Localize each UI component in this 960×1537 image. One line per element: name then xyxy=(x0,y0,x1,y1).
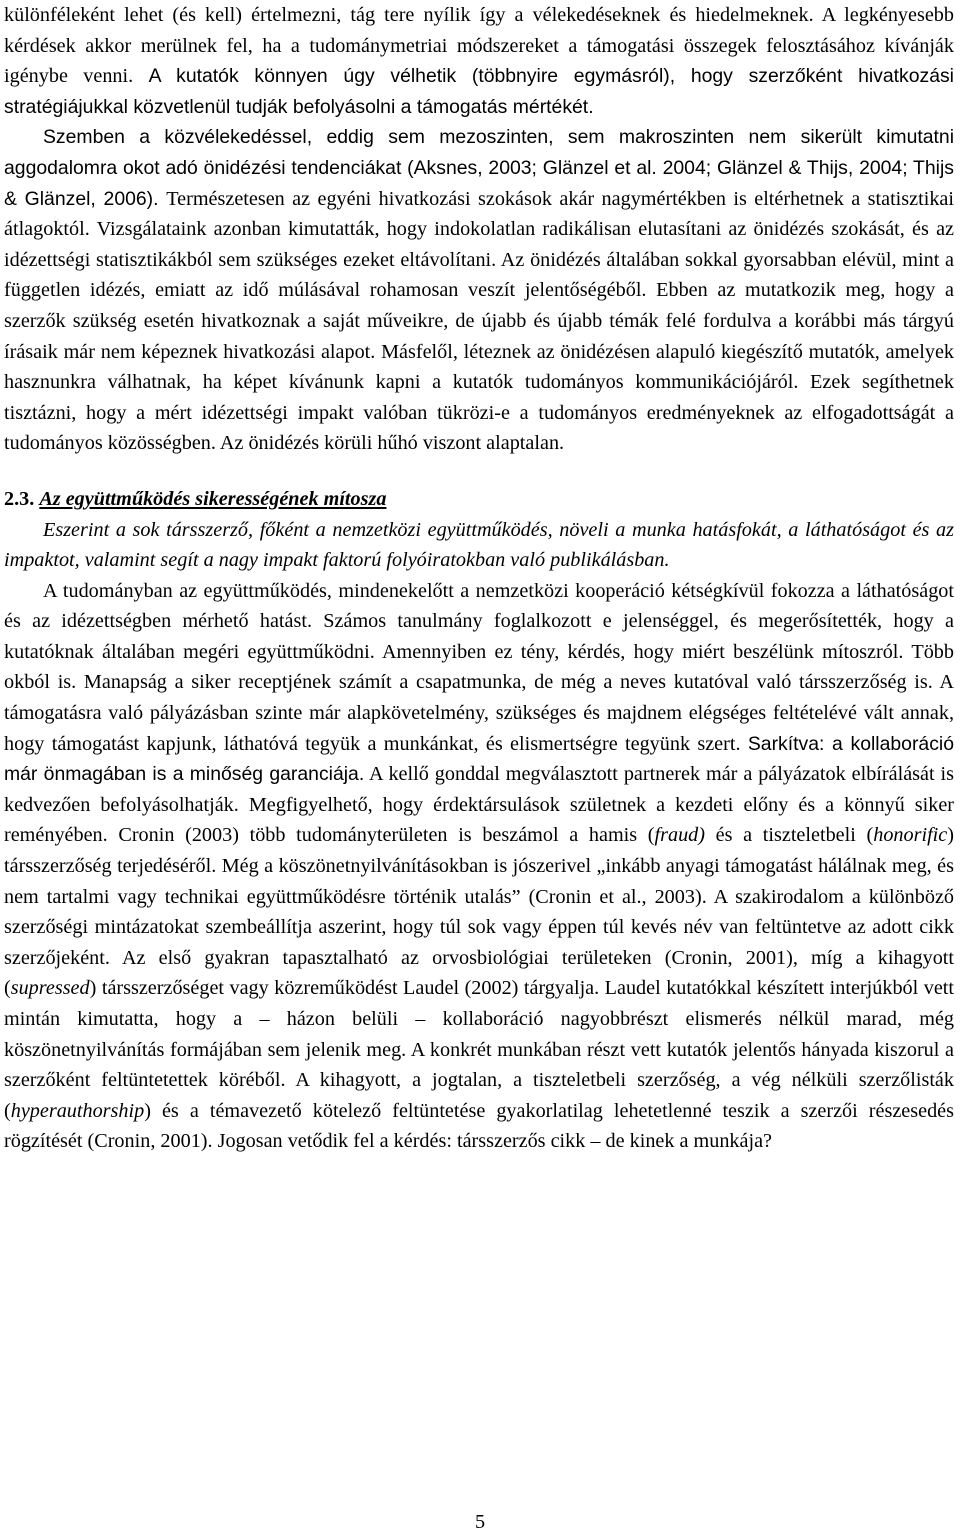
paragraph-text: ) társszerzőség terjedéséről. Még a köszönetnyilvánításokban is jószerivel „inkább anyagi támogatást hálálnak meg, és nem tartalmi vagy technikai együttműködésre történik utalás” (Cronin et al., 2003). A szakirodalom a különböző szerzőségi mintázatokat szembeállítja aszerint, hogy túl sok vagy éppen túl kevés név van feltüntetve az adott cikk szerzőjeként. Az első gyakran tapasztalható az orvosbiológiai területeken (Cronin, 2001), míg a kihagyott ( xyxy=(4,824,954,1000)
paragraph-self-citation-intro xyxy=(4,0,954,122)
paragraph-text-sans: A kutatók könnyen úgy vélhetik (többnyire egymásról), hogy szerzőként hivatkozási stratégiájukkal közvetlenül tudják befolyásolni a támogatás mértékét. xyxy=(4,65,954,118)
section-number: 2.3. xyxy=(4,487,35,510)
document-page xyxy=(4,0,954,1157)
paragraph-text-sans: Sarkítva: a kollaboráció már önmagában is a minőség garanciája. xyxy=(4,732,954,786)
term-honorific: honorific xyxy=(873,824,948,847)
paragraph-text: A kellő gonddal megválasztott partnerek már a pályázatok elbírálását is kedvezően befolyásolhatják. Megfigyelhető, hogy érdektársulások születnek a kezdeti előny és a könnyű siker reményében. Cronin (2003) több tudományterületen is beszámol a hamis ( xyxy=(4,763,954,847)
paragraph-text: és a tiszteletbeli ( xyxy=(704,824,874,847)
section-lead-statement: Eszerint a sok társszerző, főként a nemzetközi együttműködés, növeli a munka hatásfokát, a láthatóságot és az impaktot, valamint segít a nagy impakt faktorú folyóiratokban való publikálásban. xyxy=(4,518,954,572)
paragraph-text: Természetesen az egyéni hivatkozási szokások akár nagymértékben is eltérhetnek a statisztikai átlagoktól. Vizsgálataink azonban kimutatták, hogy indokolatlan radikálisan elutasítani az önidézés szokását, és az idézettségi statisztikákból sem szükséges ezeket eltávolítani. Az önidézés általában sokkal gyorsabban elévül, mint a független idézés, emiatt az idő múlásával rohamosan veszít jelentőségéből. Ebben az mutatkozik meg, hogy a szerzők szükség esetén hivatkoznak a saját műveikre, de újabb és újabb témák felé fordulva a korábbi más tárgyú írásaik már nem képeznek hivatkozási alapot. Másfelől, léteznek az önidézésen alapuló kiegészítő mutatók, amelyek hasznunkra válhatnak, ha képet kívánunk kapni a kutatók tudományos kommunikációjáról. Ezek segíthetnek tisztázni, hogy a mért idézettségi impakt valóban tükrözi-e a tudományos eredményeknek az elfogadottságát a tudományos közösségben. Az önidézés körüli hűhó viszont alaptalan. xyxy=(4,187,954,455)
paragraph-text: ) és a témavezető kötelező feltüntetése gyakorlatilag lehetetlenné teszik a szerzői részesedés rögzítését (Cronin, 2001). Jogosan vetődik fel a kérdés: társszerzős cikk – de kinek a munkája? xyxy=(4,1099,954,1153)
term-hyperauthorship: hyperauthorship xyxy=(10,1099,145,1122)
paragraph-text-sans: Szemben a közvélekedéssel, eddig sem mezoszinten, sem makroszinten nem sikerült kimutatni aggodalomra okot adó önidézési tendenciákat (Aksnes, 2003; Glänzel et al. 2004; Glänzel & Thijs, 2004; Thijs & Glänzel, 2006). xyxy=(4,126,954,210)
section-heading xyxy=(4,484,954,515)
page-number: 5 xyxy=(474,1511,486,1533)
term-supressed: supressed xyxy=(10,977,90,1000)
paragraph-text: különféleként lehet (és kell) értelmezni, tág tere nyílik így a vélekedéseknek és hiedelmeknek. A legkényesebb kérdések akkor merülnek fel, ha a tudománymetriai módszereket a támogatási összegek felosztásához kívánják igénybe venni. xyxy=(4,4,954,88)
paragraph-text: A tudományban az együttműködés, mindenekelőtt a nemzetközi kooperáció kétségkívül fokozza a láthatóságot és az idézettségben mérhető hatást. Számos tanulmány foglalkozott e jelenséggel, és megerősítették, hogy a kutatóknak általában megéri együttműködni. Amennyiben ez tény, kérdés, hogy miért beszélünk mítoszról. Több okból is. Manapság a siker receptjének számít a csapatmunka, de még a neves kutatóval való társszerzőség is. A támogatásra való pályázásban szinte már alapkövetelmény, szükséges és majdnem elégséges feltételévé vált annak, hogy támogatást kapjunk, láthatóvá tegyük a munkánkat, és elismertségre tegyünk szert. xyxy=(4,579,954,755)
paragraph-collaboration-myth xyxy=(4,576,954,1157)
term-fraud: fraud) xyxy=(654,824,705,847)
section-title: Az együttműködés sikerességének mítosza xyxy=(39,487,387,510)
paragraph-self-citation-findings xyxy=(4,122,954,459)
paragraph-text: ) társszerzőséget vagy közreműködést Laudel (2002) tárgyalja. Laudel kutatókkal készített interjúkból vett mintán kimutatta, hogy a – házon belüli – kollaboráció nagyobbrészt elismerés nélkül marad, még köszönetnyilvánítás formájában sem jelenik meg. A konkrét munkában részt vett kutatók jelentős hányada kiszorul a szerzőként feltüntetettek köréből. A kihagyott, a jogtalan, a tiszteletbeli szerzőség, a vég nélküli szerzőlisták ( xyxy=(4,977,954,1122)
